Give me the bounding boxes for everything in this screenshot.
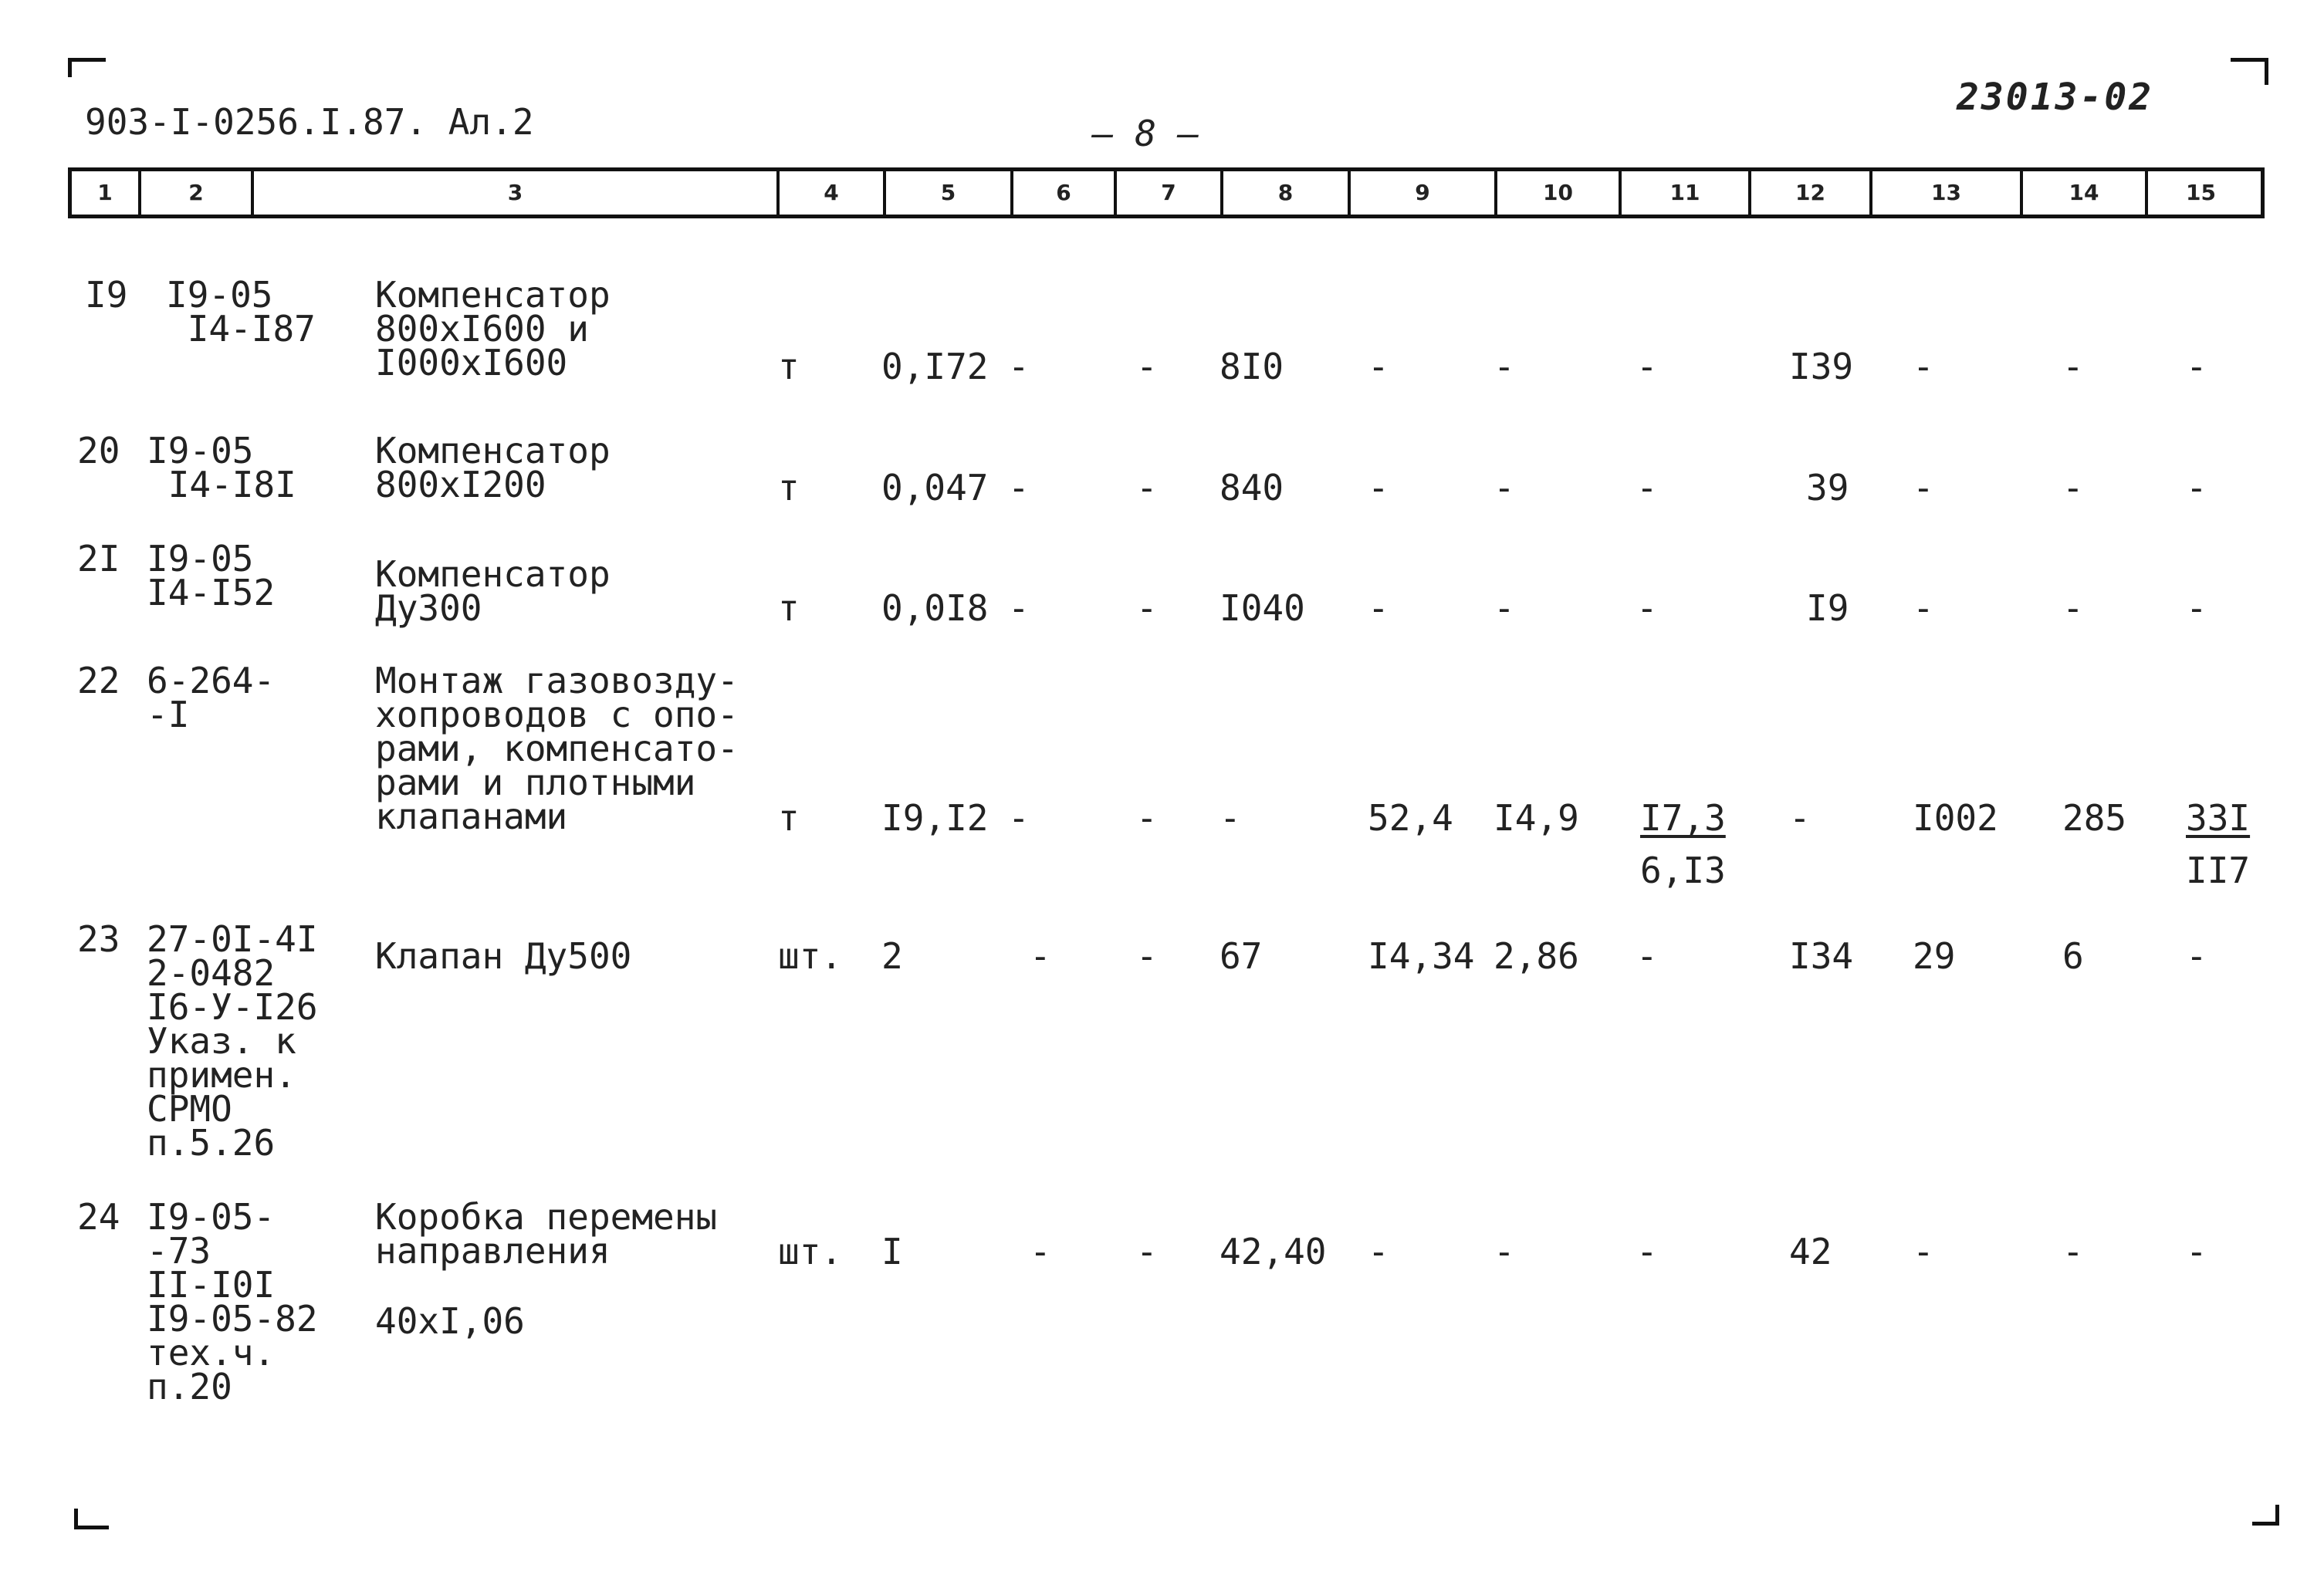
col-8: 840 <box>1220 467 1284 509</box>
quantity: 0,0I8 <box>881 587 989 629</box>
col-8: - <box>1220 797 1241 839</box>
row-number: I9 <box>85 274 128 316</box>
col-12: 39 <box>1806 467 1849 509</box>
col-14: 6 <box>2062 935 2084 977</box>
column-number: 12 <box>1748 171 1869 215</box>
col-6: - <box>1030 1231 1051 1272</box>
col-9: - <box>1368 467 1389 509</box>
row-number: 2I <box>77 538 120 580</box>
item-name: Клапан Ду500 <box>375 935 632 977</box>
col-7: - <box>1136 935 1158 977</box>
column-number: 6 <box>1010 171 1114 215</box>
col-14: - <box>2062 346 2084 387</box>
item-name: Компенсатор Ду300 <box>375 553 611 629</box>
col-7: - <box>1136 346 1158 387</box>
quantity: I <box>881 1231 903 1272</box>
col-13: I002 <box>1913 797 1998 839</box>
col-15: - <box>2186 346 2207 387</box>
column-number: 9 <box>1348 171 1494 215</box>
item-code: I9-05 I4-I52 <box>147 538 276 613</box>
col-15: - <box>2186 935 2207 977</box>
document-code: 903-I-0256.I.87. Ал.2 <box>85 101 534 143</box>
col-11-numerator: I7,3 <box>1640 797 1726 839</box>
col-10: - <box>1494 1231 1515 1272</box>
item-code: I9-05 I4-I8I <box>147 430 296 505</box>
column-number: 5 <box>883 171 1010 215</box>
col-11: - <box>1636 467 1658 509</box>
col-10: I4,9 <box>1494 797 1579 839</box>
col-7: - <box>1136 587 1158 629</box>
page-number: — 8 — <box>1092 113 1199 154</box>
col-6: - <box>1008 346 1030 387</box>
col-11: - <box>1636 935 1658 977</box>
col-6: - <box>1008 587 1030 629</box>
col-13: 29 <box>1913 935 1956 977</box>
col-10: - <box>1494 587 1515 629</box>
quantity: 2 <box>881 935 903 977</box>
col-6: - <box>1030 935 1051 977</box>
col-7: - <box>1136 797 1158 839</box>
column-number: 8 <box>1220 171 1348 215</box>
column-number-header <box>68 167 2265 218</box>
col-9: - <box>1368 1231 1389 1272</box>
col-8: 67 <box>1220 935 1263 977</box>
item-code: I9-05 I4-I87 <box>166 274 316 350</box>
col-8: I040 <box>1220 587 1305 629</box>
item-code: 6-264- -I <box>147 660 276 735</box>
column-number: 7 <box>1114 171 1220 215</box>
column-number: 2 <box>138 171 251 215</box>
item-name-extra: 40xI,06 <box>375 1300 525 1342</box>
unit: шт. <box>778 935 843 977</box>
unit: т <box>778 587 800 629</box>
column-number: 11 <box>1619 171 1748 215</box>
row-number: 23 <box>77 918 120 960</box>
col-7: - <box>1136 467 1158 509</box>
item-code: 27-0I-4I 2-0482 I6-У-I26 Указ. к примен. СРМО п.5.26 <box>147 918 318 1164</box>
quantity: 0,047 <box>881 467 989 509</box>
col-9: I4,34 <box>1368 935 1475 977</box>
col-15: - <box>2186 1231 2207 1272</box>
col-14: 285 <box>2062 797 2127 839</box>
corner-mark-bottom-left <box>74 1509 109 1529</box>
col-11: - <box>1636 587 1658 629</box>
row-number: 22 <box>77 660 120 701</box>
col-12: - <box>1789 797 1811 839</box>
sheet-code: 23013-02 <box>1957 76 2154 119</box>
column-number: 14 <box>2020 171 2145 215</box>
unit: т <box>778 346 800 387</box>
col-7: - <box>1136 1231 1158 1272</box>
item-name: Монтаж газовозду- хопроводов с опо- рами, компенсато- рами и плотными клапанами <box>375 660 739 837</box>
unit: т <box>778 467 800 509</box>
col-13: - <box>1913 587 1934 629</box>
corner-mark-top-left <box>68 58 106 77</box>
col-10: - <box>1494 467 1515 509</box>
col-11-denominator: 6,I3 <box>1640 850 1726 891</box>
column-number: 1 <box>97 180 113 205</box>
col-13: - <box>1913 346 1934 387</box>
col-8: 8I0 <box>1220 346 1284 387</box>
col-9: - <box>1368 587 1389 629</box>
row-number: 24 <box>77 1196 120 1238</box>
col-8: 42,40 <box>1220 1231 1327 1272</box>
col-15-numerator: 33I <box>2186 797 2251 839</box>
col-14: - <box>2062 1231 2084 1272</box>
col-14: - <box>2062 587 2084 629</box>
col-10: 2,86 <box>1494 935 1579 977</box>
quantity: 0,I72 <box>881 346 989 387</box>
unit: шт. <box>778 1231 843 1272</box>
corner-mark-top-right <box>2231 58 2268 85</box>
col-12: I34 <box>1789 935 1854 977</box>
column-number: 3 <box>251 171 776 215</box>
col-6: - <box>1008 467 1030 509</box>
col-15: - <box>2186 467 2207 509</box>
item-name: Компенсатор 800xI200 <box>375 430 611 505</box>
col-13: - <box>1913 467 1934 509</box>
unit: т <box>778 797 800 839</box>
col-11: - <box>1636 1231 1658 1272</box>
quantity: I9,I2 <box>881 797 989 839</box>
item-name: Компенсатор 800xI600 и I000xI600 <box>375 274 611 384</box>
col-10: - <box>1494 346 1515 387</box>
column-number: 10 <box>1494 171 1619 215</box>
item-code: I9-05- -73 II-I0I I9-05-82 тех.ч. п.20 <box>147 1196 318 1407</box>
column-number: 13 <box>1869 171 2020 215</box>
item-name: Коробка перемены направления <box>375 1196 718 1272</box>
col-15: - <box>2186 587 2207 629</box>
col-12: 42 <box>1789 1231 1832 1272</box>
corner-mark-bottom-right <box>2252 1505 2279 1526</box>
col-6: - <box>1008 797 1030 839</box>
col-12: I39 <box>1789 346 1854 387</box>
column-number: 4 <box>776 171 883 215</box>
col-13: - <box>1913 1231 1934 1272</box>
col-9: 52,4 <box>1368 797 1453 839</box>
col-14: - <box>2062 467 2084 509</box>
row-number: 20 <box>77 430 120 471</box>
col-9: - <box>1368 346 1389 387</box>
col-12: I9 <box>1806 587 1849 629</box>
column-number: 15 <box>2145 171 2254 215</box>
col-15-denominator: II7 <box>2186 850 2251 891</box>
col-11: - <box>1636 346 1658 387</box>
